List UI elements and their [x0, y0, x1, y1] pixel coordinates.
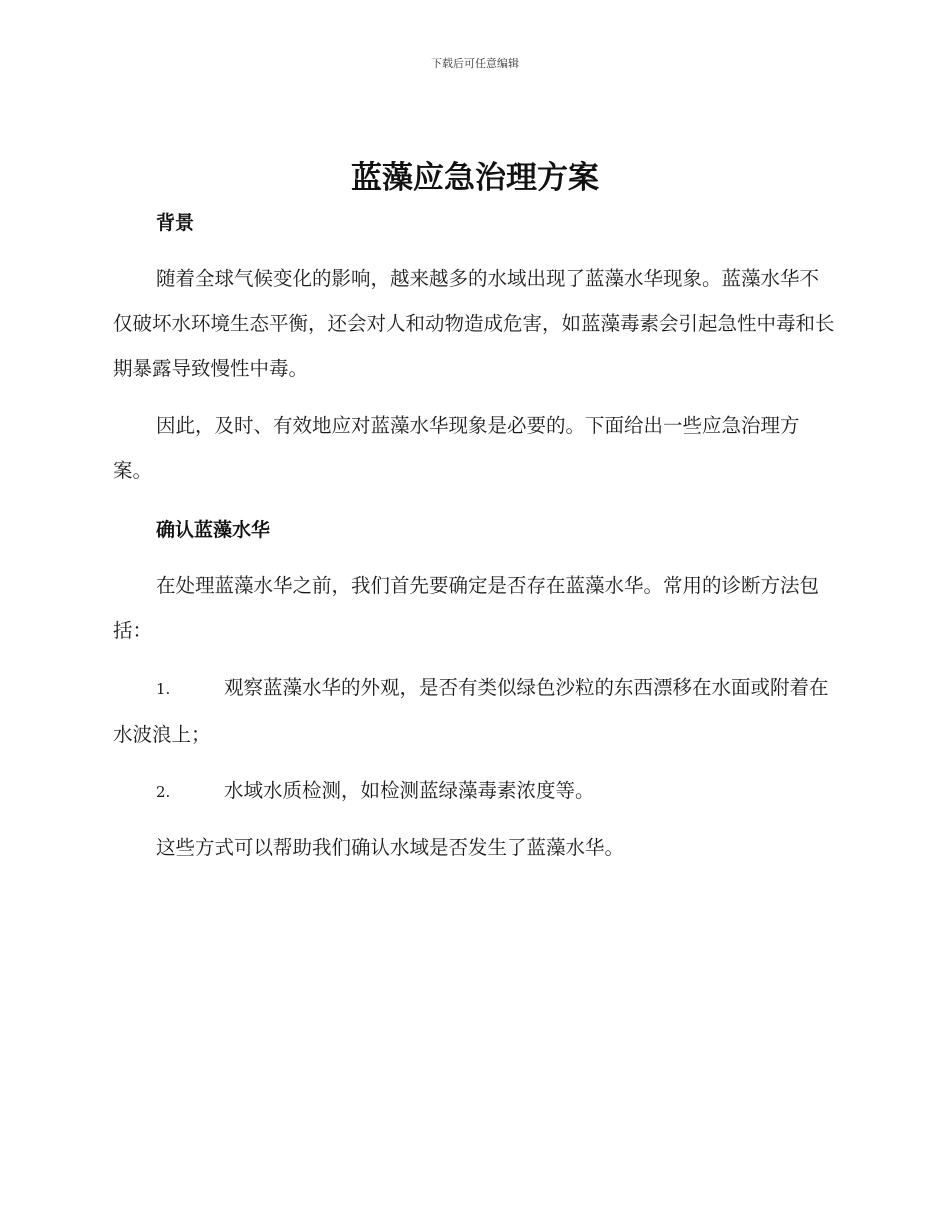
- list-item-number: 1.: [156, 680, 171, 698]
- document-title: 蓝藻应急治理方案: [351, 160, 599, 196]
- section-heading-background: 背景: [156, 212, 195, 234]
- background-paragraph-1: 随着全球气候变化的影响，越来越多的水域出现了蓝藻水华现象。蓝藻水华不仅破坏水环境生态平衡，还会对人和动物造成危害，如蓝藻毒素会引起急性中毒和长期暴露导致慢性中毒。: [113, 267, 835, 380]
- confirm-intro-paragraph: 在处理蓝藻水华之前，我们首先要确定是否存在蓝藻水华。常用的诊断方法包括：: [113, 574, 820, 642]
- list-item-number: 2.: [156, 783, 171, 801]
- background-paragraph-2: 因此，及时、有效地应对蓝藻水华现象是必要的。下面给出一些应急治理方案。: [113, 414, 800, 482]
- section-heading-confirm: 确认蓝藻水华: [156, 519, 271, 541]
- list-item-text: 水域水质检测，如检测蓝绿藻毒素浓度等。: [224, 779, 595, 802]
- list-item: [113, 665, 835, 757]
- page-header-note: 下载后可任意编辑: [431, 57, 519, 70]
- list-item-text: 观察蓝藻水华的外观，是否有类似绿色沙粒的东西漂移在水面或附着在水波浪上；: [113, 676, 829, 746]
- confirm-conclusion-paragraph: 这些方式可以帮助我们确认水域是否发生了蓝藻水华。: [156, 836, 625, 859]
- list-item: [113, 768, 835, 815]
